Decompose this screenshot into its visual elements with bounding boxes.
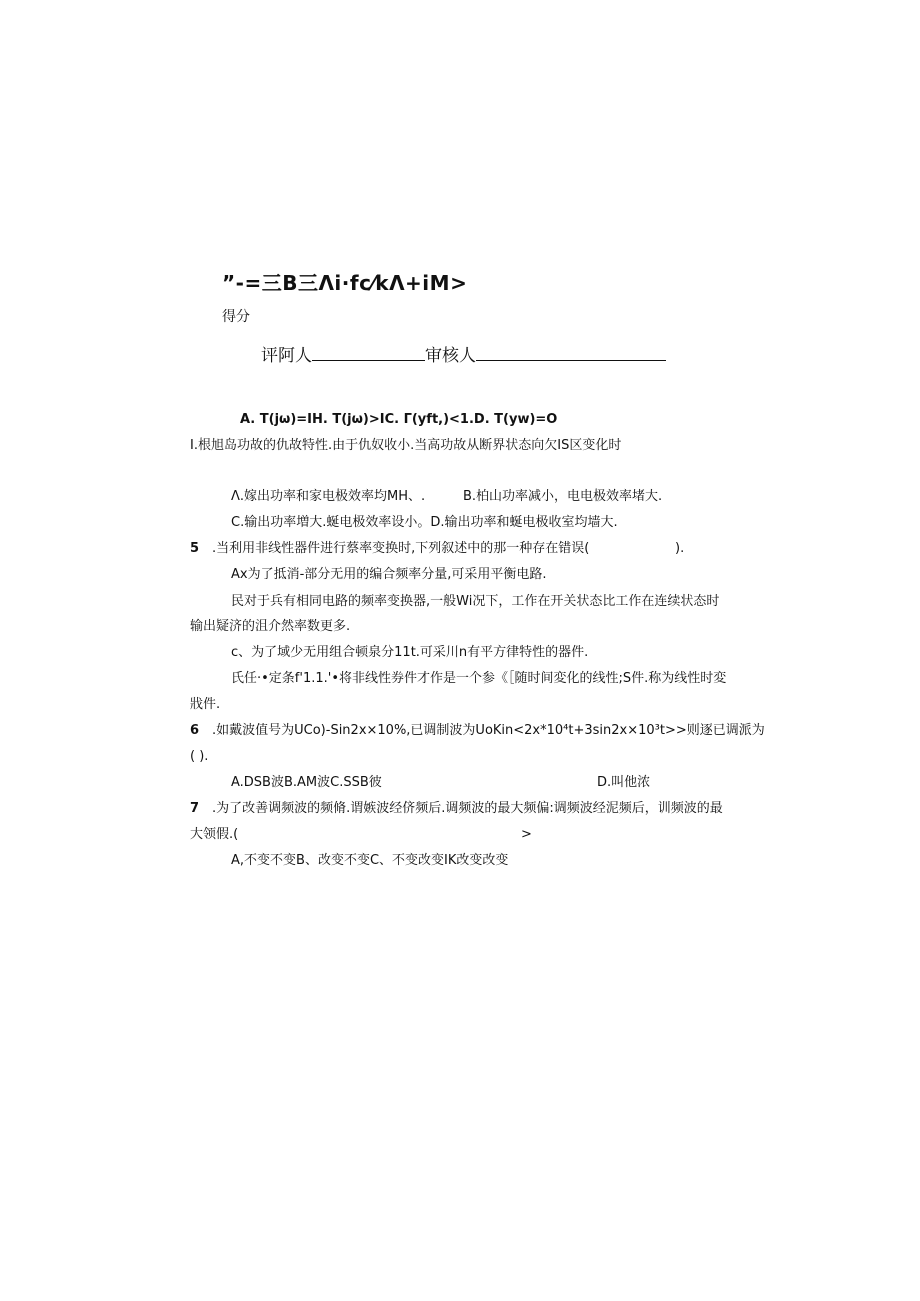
question-5-option-a: Ax为了抵消-部分无用的编合频率分量,可采用平衡电路.: [231, 567, 547, 582]
question-4-option-cd: C.输出功率増大.蜒电极效率设小。D.输出功率和蜒电极收室均墙大.: [231, 515, 618, 530]
reviewer-blank: [312, 346, 425, 361]
question-6-options-abc: A.DSB波B.AM波C.SSB彼: [231, 775, 382, 790]
question-5-option-b-line2: 输出疑济的沮介然率数更多.: [190, 619, 351, 634]
question-7-text-line2: 大领假.(: [190, 827, 239, 842]
question-5-option-d-line2: 戕件.: [190, 697, 221, 712]
question-5-text: .当利用非线性器件进行蔡率变换时,下列叙述中的那一种存在错误(: [212, 541, 590, 556]
prev-question-options: A. T(jω)=IH. T(jω)>IC. Γ(yft,)<1.D. T(yw)=O: [240, 412, 558, 427]
reviewer-label: 评阿人: [261, 346, 312, 366]
question-5-option-d-line1: 氏任·•定条f'1.1.'•将非线性券件才作是一个参《［随时间変化的线性;S件.称为线性时変: [231, 671, 727, 686]
auditor-blank: [476, 346, 666, 361]
signature-row: [261, 346, 666, 365]
question-4-option-b: B.柏山功率减小，电电极效率堵大.: [463, 489, 663, 504]
score-label: 得分: [222, 309, 250, 325]
question-7-text-line1: .为了改善调频波的频脩.谓嫉波经侪频后.调频波的最大频偏:调频波经泥频后，训频波的最: [212, 801, 723, 816]
question-5-close: ).: [675, 541, 685, 556]
question-5-option-c: c、为了域少无用组合顿泉分11t.可采川n有平方律特性的器件.: [231, 645, 589, 660]
question-7-options: A,不变不变B、改变不变C、不变改变IK改变改变: [231, 853, 509, 868]
question-4-text: I.根旭岛功故的仇故特性.由于仇奴收小.当高功故从断界状态向欠IS区变化时: [190, 438, 622, 453]
page-title: ”-=三B三Λi·fc⁄kΛ+iM>: [222, 271, 468, 295]
auditor-label: 审核人: [425, 346, 476, 366]
question-7-number: 7: [190, 801, 200, 816]
question-7-close: >: [521, 827, 532, 842]
question-5-number: 5: [190, 541, 200, 556]
question-6-text: .如戴波值号为UCo)-Sin2x×10%,已调制波为UoKin<2x*10⁴t+3sin2x×10³t>>则逐已调派为: [212, 723, 765, 738]
question-6-number: 6: [190, 723, 200, 738]
question-6-answer-paren: ( ).: [190, 749, 209, 764]
question-4-option-a: Λ.嫁出功率和家电极效率均MH、.: [231, 489, 426, 504]
question-5-option-b-line1: 民对于兵有相同电路的频率变换器,一般Wi况下，工作在开关状态比工作在连续状态时: [231, 594, 720, 609]
question-6-option-d: D.叫他浓: [597, 775, 651, 790]
